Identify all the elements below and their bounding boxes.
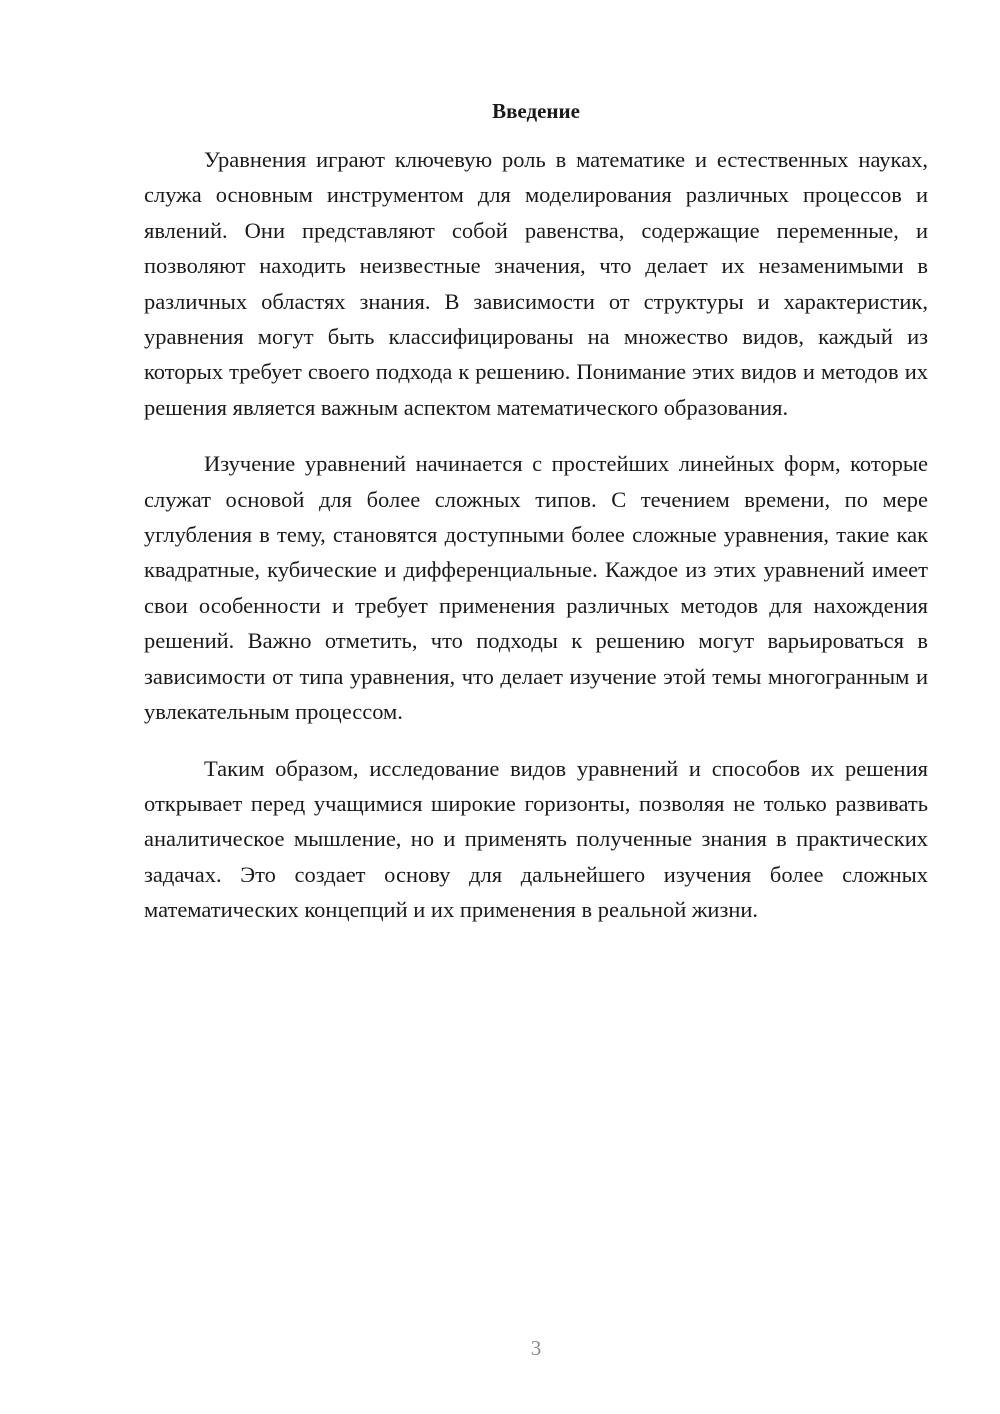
page-number: 3 bbox=[530, 1336, 542, 1360]
body-text bbox=[144, 142, 928, 949]
paragraph-1: Уравнения играют ключевую роль в математике и естественных науках, служа основным инструментом для моделирования различных процессов и явлений. Они представляют собой равенства, содержащие переменные, и позволяют находить неизвестные значения, что делает их незаменимыми в различных областях знания. В зависимости от структуры и характеристик, уравнения могут быть классифицированы на множество видов, каждый из которых требует своего подхода к решению. Понимание этих видов и методов их решения является важным аспектом математического образования. bbox=[144, 147, 928, 420]
section-heading: Введение bbox=[492, 99, 580, 123]
paragraph-2: Изучение уравнений начинается с простейших линейных форм, которые служат основой для более сложных типов. С течением времени, по мере углубления в тему, становятся доступными более сложные уравнения, такие как квадратные, кубические и дифференциальные. Каждое из этих уравнений имеет свои особенности и требует применения различных методов для нахождения решений. Важно отметить, что подходы к решению могут варьироваться в зависимости от типа уравнения, что делает изучение этой темы многогранным и увлекательным процессом. bbox=[144, 451, 928, 725]
paragraph-3: Таким образом, исследование видов уравнений и способов их решения открывает перед учащимися широкие горизонты, позволяя не только развивать аналитическое мышление, но и применять полученные знания в практических задачах. Это создает основу для дальнейшего изучения более сложных математических концепций и их применения в реальной жизни. bbox=[144, 755, 928, 923]
